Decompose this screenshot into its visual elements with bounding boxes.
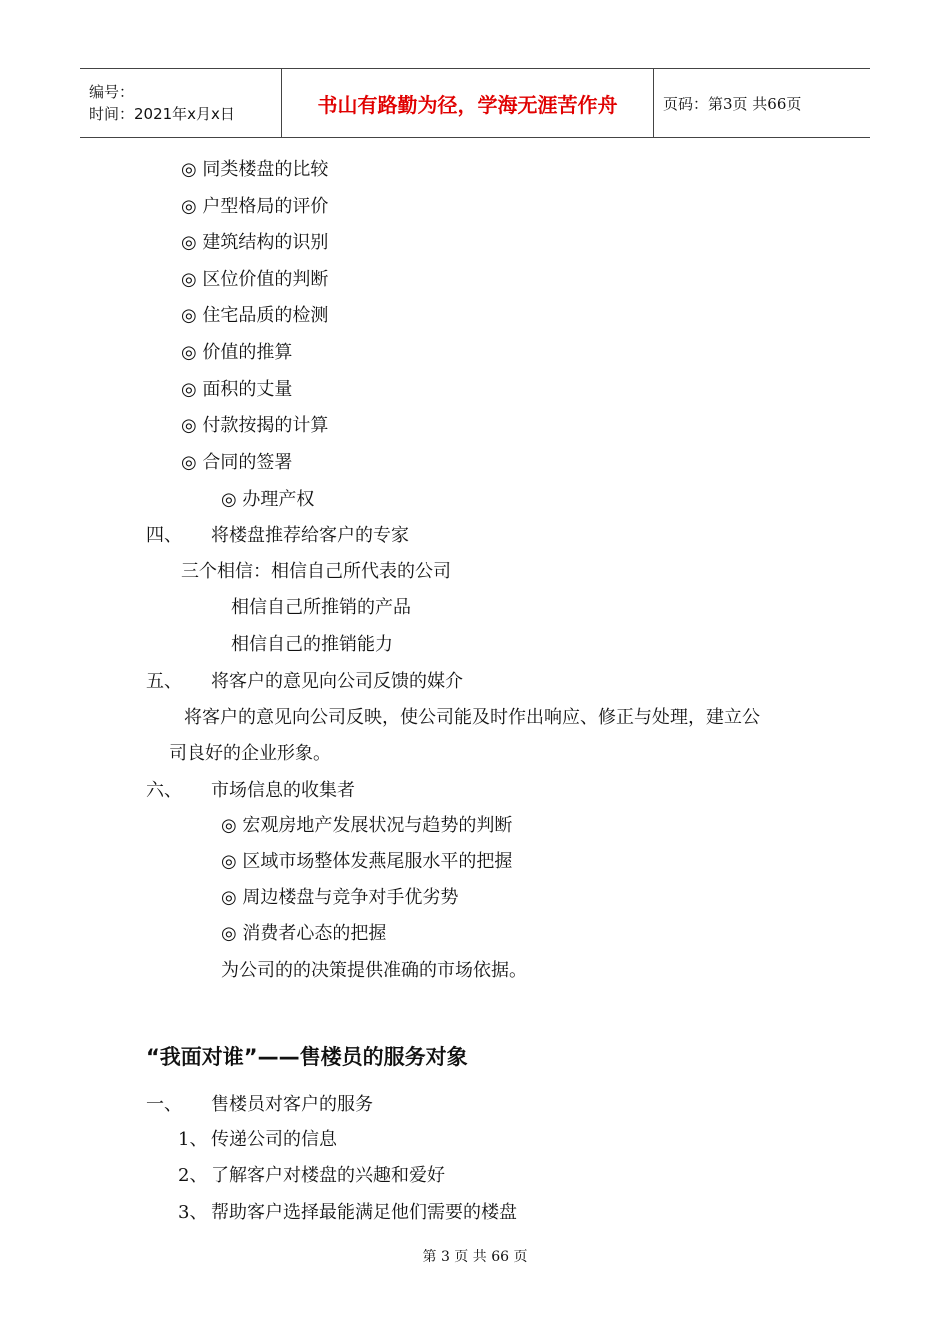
section-heading: 将客户的意见向公司反馈的媒介 <box>211 671 463 692</box>
paragraph-line: 为公司的的决策提供准确的市场依据。 <box>221 960 527 981</box>
section-heading: 将楼盘推荐给客户的专家 <box>211 525 409 546</box>
list-item: ◎ 建筑结构的识别 <box>181 232 329 253</box>
list-item: ◎ 周边楼盘与竞争对手优劣势 <box>221 887 459 908</box>
list-item: ◎ 户型格局的评价 <box>181 196 329 217</box>
paragraph-line: 相信自己所推销的产品 <box>231 597 411 618</box>
section-title: “我面对谁”——售楼员的服务对象 <box>146 1045 468 1069</box>
list-item: ◎ 消费者心态的把握 <box>221 923 387 944</box>
list-item: ◎ 合同的签署 <box>181 452 293 473</box>
list-item: ◎ 宏观房地产发展状况与趋势的判断 <box>221 815 513 836</box>
list-item: ◎ 区位价值的判断 <box>181 269 329 290</box>
paragraph-line: 三个相信：相信自己所代表的公司 <box>181 561 451 582</box>
list-item: ◎ 面积的丈量 <box>181 379 293 400</box>
item-number: 1、 <box>178 1129 208 1150</box>
header-page-info: 页码：第3页 共66页 <box>663 94 802 113</box>
list-item: ◎ 付款按揭的计算 <box>181 415 329 436</box>
section-heading: 售楼员对客户的服务 <box>211 1094 373 1115</box>
section-number: 六、 <box>146 780 182 801</box>
header-meta <box>80 69 282 137</box>
header-motto: 书山有路勤为径，学海无涯苦作舟 <box>282 69 654 137</box>
list-item: 帮助客户选择最能满足他们需要的楼盘 <box>211 1202 517 1223</box>
time-label: 时间：2021年x月x日 <box>89 105 235 123</box>
section-number: 四、 <box>146 525 182 546</box>
list-item: ◎ 同类楼盘的比较 <box>181 159 329 180</box>
list-item: ◎ 办理产权 <box>221 489 315 510</box>
list-item: 传递公司的信息 <box>211 1129 337 1150</box>
list-item: ◎ 价值的推算 <box>181 342 293 363</box>
number-label: 编号： <box>89 83 135 101</box>
paragraph-line: 将客户的意见向公司反映，使公司能及时作出响应、修正与处理，建立公 <box>184 707 760 728</box>
list-item: 了解客户对楼盘的兴趣和爱好 <box>211 1165 445 1186</box>
item-number: 2、 <box>178 1165 208 1186</box>
list-item: ◎ 区域市场整体发燕尾服水平的把握 <box>221 851 513 872</box>
paragraph-line: 相信自己的推销能力 <box>231 634 393 655</box>
page-header <box>80 68 870 138</box>
section-number: 五、 <box>146 671 182 692</box>
item-number: 3、 <box>178 1202 208 1223</box>
section-number: 一、 <box>146 1094 182 1115</box>
page-footer: 第 3 页 共 66 页 <box>422 1249 528 1265</box>
list-item: ◎ 住宅品质的检测 <box>181 305 329 326</box>
paragraph-line: 司良好的企业形象。 <box>169 743 331 764</box>
section-heading: 市场信息的收集者 <box>211 780 355 801</box>
